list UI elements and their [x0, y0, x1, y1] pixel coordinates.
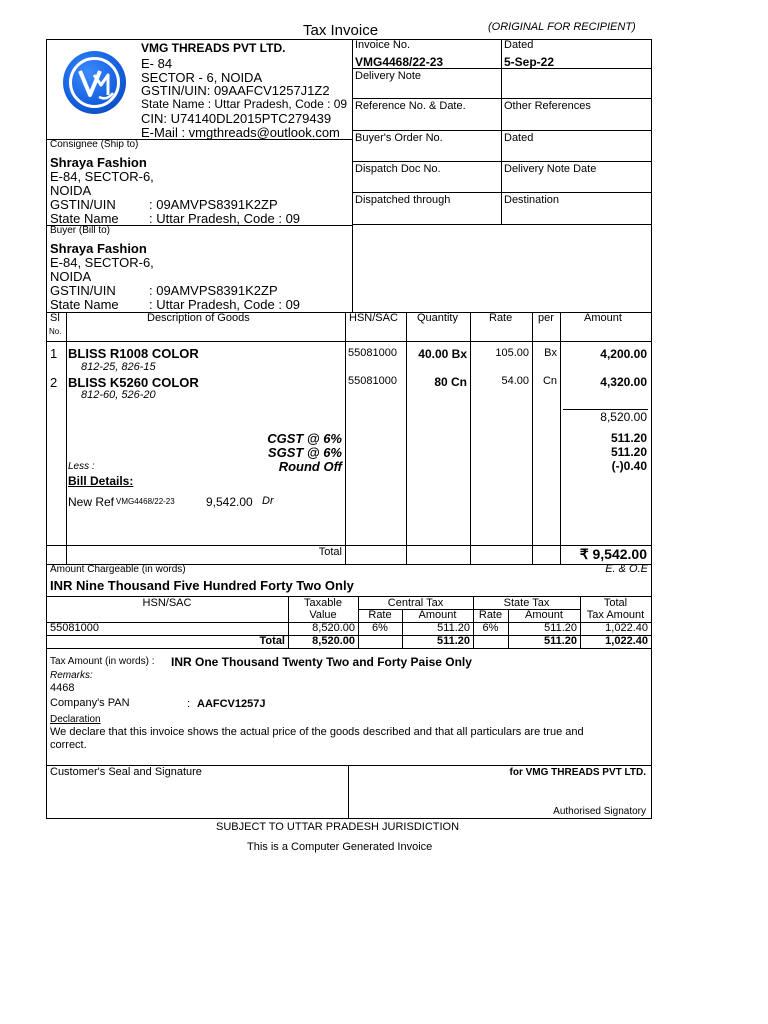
tax-total-camt: 511.20 [436, 635, 470, 647]
item-qty: 40.00 Bx [418, 347, 467, 361]
consignee-gstin: : 09AMVPS8391K2ZP [149, 197, 278, 212]
tax-row-srate: 6% [482, 622, 499, 634]
buyer-gstin: : 09AMVPS8391K2ZP [149, 283, 278, 298]
eoe-label: E. & O.E [605, 563, 648, 575]
col-header-hsn: HSN/SAC [349, 312, 398, 324]
meta-divider [501, 39, 502, 224]
buyer-state-label: State Name [50, 297, 119, 312]
item-name: BLISS R1008 COLOR [68, 346, 199, 361]
meta-line-5 [352, 192, 651, 193]
col-header-description: Description of Goods [147, 312, 250, 324]
declaration-text-2: correct. [50, 739, 87, 751]
roundoff-amount: (-)0.40 [611, 459, 647, 473]
company-pan: AAFCV1257J [197, 698, 266, 710]
item-per: Bx [544, 347, 557, 359]
tax-total-header-2: Tax Amount [586, 609, 645, 621]
tax-total-taxable: 8,520.00 [312, 635, 355, 647]
tax-row-crate: 6% [372, 622, 388, 634]
grand-total: ₹ 9,542.00 [579, 546, 647, 562]
subtotal: 8,520.00 [600, 410, 647, 424]
dated-label: Dated [504, 39, 534, 51]
roundoff-label: Round Off [278, 459, 342, 474]
consignee-address-1: E-84, SECTOR-6, [50, 169, 154, 184]
declaration-label: Declaration [50, 714, 101, 725]
jurisdiction-note: SUBJECT TO UTTAR PRADESH JURISDICTION [216, 821, 460, 833]
tax-row-hsn: 55081000 [50, 622, 99, 634]
company-logo [63, 51, 126, 114]
order-dated-label: Dated [504, 132, 534, 144]
item-sl: 1 [50, 346, 58, 361]
tax-srate-header: Rate [478, 609, 503, 621]
authorised-signatory: Authorised Signatory [553, 806, 646, 817]
seller-cin: CIN: U74140DL2015PTC279439 [141, 111, 332, 126]
remarks-value: 4468 [50, 682, 75, 694]
seller-name: VMG THREADS PVT LTD. [141, 41, 286, 55]
amount-in-words: INR Nine Thousand Five Hundred Forty Two Only [50, 578, 354, 593]
other-references-label: Other References [504, 100, 591, 112]
invoice-no-label: Invoice No. [355, 39, 411, 51]
delivery-note-label: Delivery Note [355, 70, 422, 82]
col-header-sl: Sl [50, 312, 60, 324]
tax-row-camt: 511.20 [437, 622, 470, 634]
invoice-date: 5-Sep-22 [504, 55, 555, 69]
consignee-state-label: State Name [50, 211, 119, 226]
tax-total-samt: 511.20 [543, 635, 577, 647]
tax-crate-header: Rate [368, 609, 392, 621]
col-header-per: per [538, 312, 554, 324]
item-qty: 80 Cn [434, 375, 467, 389]
outer-top-border [46, 39, 651, 40]
outer-right-border [651, 39, 652, 818]
delivery-note-date-label: Delivery Note Date [504, 163, 597, 175]
new-ref-number: VMG4468/22-23 [116, 497, 175, 506]
signature-divider [348, 765, 349, 818]
outer-left-border [46, 39, 47, 818]
tax-amount-in-words: INR One Thousand Twenty Two and Forty Paise Only [171, 655, 472, 669]
item-amount: 4,200.00 [600, 347, 647, 361]
buyer-gstin-label: GSTIN/UIN [50, 283, 116, 298]
tax-central-header: Central Tax [387, 597, 444, 609]
pan-colon: : [187, 698, 191, 710]
item-hsn: 55081000 [348, 375, 397, 387]
dispatch-doc-label: Dispatch Doc No. [355, 163, 441, 175]
buyer-state: : Uttar Pradesh, Code : 09 [149, 297, 301, 312]
tax-taxable-header-2: Value [309, 609, 337, 621]
less-label: Less : [68, 461, 95, 472]
buyer-address-2: NOIDA [50, 269, 92, 284]
tax-words-label: Tax Amount (in words) : [50, 656, 155, 667]
copy-type: (ORIGINAL FOR RECIPIENT) [488, 21, 636, 33]
pan-label: Company's PAN [50, 697, 130, 709]
item-hsn: 55081000 [348, 347, 397, 359]
consignee-name: Shraya Fashion [50, 155, 147, 170]
meta-line-4 [352, 161, 651, 162]
item-rate: 54.00 [501, 375, 529, 387]
seller-address-2: SECTOR - 6, NOIDA [141, 70, 263, 85]
tax-state-header: State Tax [503, 597, 550, 609]
new-ref-drcr: Dr [262, 495, 274, 507]
amount-chargeable-label: Amount Chargeable (in words) [50, 564, 186, 575]
item-name: BLISS K5260 COLOR [68, 375, 199, 390]
cgst-label: CGST @ 6% [267, 431, 342, 446]
reference-label: Reference No. & Date. [355, 100, 466, 112]
buyer-address-1: E-84, SECTOR-6, [50, 255, 154, 270]
tax-total-bottom [46, 648, 651, 649]
customer-seal-label: Customer's Seal and Signature [50, 766, 202, 778]
item-sub: 812-60, 526-20 [81, 389, 156, 401]
invoice-no: VMG4468/22-23 [355, 55, 444, 69]
outer-bottom-border [46, 818, 652, 819]
cgst-amount: 511.20 [610, 431, 647, 445]
item-amount: 4,320.00 [600, 375, 647, 389]
tax-samt-header: Amount [525, 609, 563, 621]
buyers-order-label: Buyer's Order No. [355, 132, 443, 144]
tax-taxable-header-1: Taxable [304, 597, 342, 609]
bill-details-label: Bill Details: [68, 474, 134, 488]
tax-hsn-header: HSN/SAC [142, 597, 192, 609]
tax-total-label: Total [259, 635, 285, 647]
invoice-title: Tax Invoice [303, 22, 379, 39]
vmg-logo-icon [63, 51, 126, 114]
meta-line-6 [352, 224, 651, 225]
item-rate: 105.00 [495, 347, 529, 359]
seller-state: State Name : Uttar Pradesh, Code : 09 [141, 97, 348, 111]
sgst-label: SGST @ 6% [267, 445, 342, 460]
seller-address-1: E- 84 [141, 56, 173, 71]
col-sl [66, 312, 67, 564]
consignee-address-2: NOIDA [50, 183, 92, 198]
tax-total-header-1: Total [603, 597, 628, 609]
new-ref-label: New Ref [68, 495, 115, 509]
seller-email: E-Mail : vmgthreads@outlook.com [141, 125, 340, 140]
buyer-name: Shraya Fashion [50, 241, 147, 256]
tax-row-total: 1,022.40 [605, 622, 648, 634]
seller-gstin: GSTIN/UIN: 09AAFCV1257J1Z2 [141, 83, 330, 98]
buyer-label: Buyer (Bill to) [50, 225, 111, 236]
destination-label: Destination [504, 194, 560, 206]
computer-generated-note: This is a Computer Generated Invoice [247, 841, 433, 853]
meta-line-2 [352, 98, 651, 99]
consignee-gstin-label: GSTIN/UIN [50, 197, 116, 212]
new-ref-amount: 9,542.00 [206, 495, 253, 509]
item-sl: 2 [50, 375, 58, 390]
tax-row-taxable: 8,520.00 [312, 622, 355, 634]
tax-row-samt: 511.20 [544, 622, 577, 634]
item-per: Cn [542, 375, 557, 387]
consignee-label: Consignee (Ship to) [50, 139, 139, 150]
col-header-quantity: Quantity [417, 312, 458, 324]
remarks-label: Remarks: [50, 670, 93, 681]
total-label: Total [318, 546, 342, 558]
col-header-amount: Amount [584, 312, 622, 324]
meta-line-3 [352, 130, 651, 131]
col-header-no: No. [49, 327, 62, 336]
header-divider [352, 39, 353, 312]
col-header-rate: Rate [489, 312, 513, 324]
item-sub: 812-25, 826-15 [81, 361, 156, 373]
col-desc [345, 312, 346, 564]
dispatched-through-label: Dispatched through [355, 194, 451, 206]
declaration-text-1: We declare that this invoice shows the actual price of the goods described and that all particulars are true and [50, 726, 584, 738]
consignee-state: : Uttar Pradesh, Code : 09 [149, 211, 301, 226]
sgst-amount: 511.20 [610, 445, 647, 459]
for-company-label: for VMG THREADS PVT LTD. [509, 767, 646, 778]
tax-camt-header: Amount [418, 609, 457, 621]
tax-total-amount: 1,022.40 [605, 635, 648, 647]
